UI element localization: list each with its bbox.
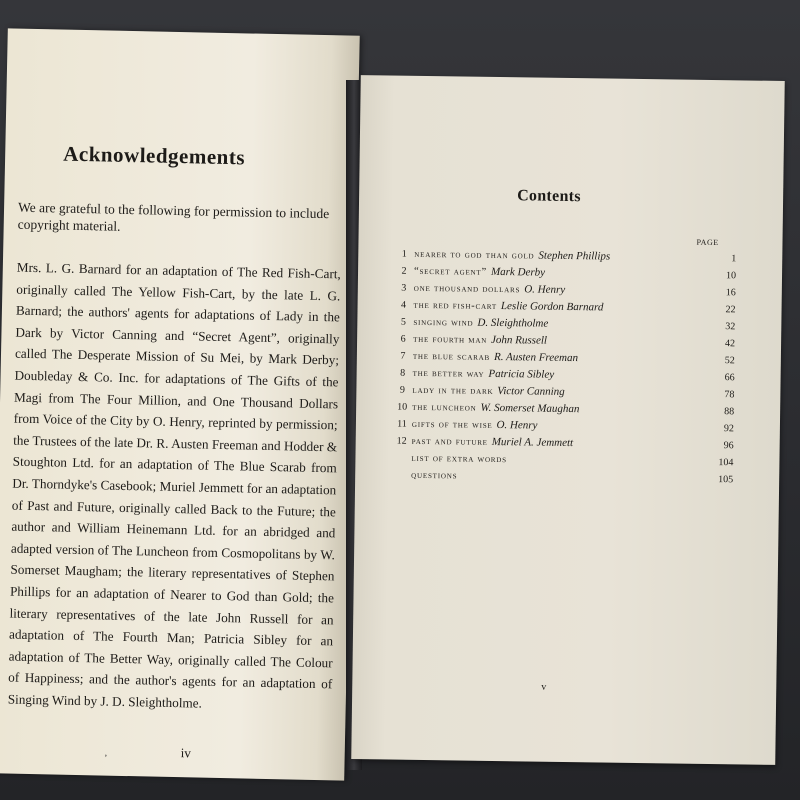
toc-entry-number: 6: [400, 333, 406, 345]
left-page: [0, 28, 360, 780]
toc-entry-page: 52: [724, 355, 735, 367]
toc-entry-author: Mark Derby: [490, 265, 546, 279]
table-of-contents: [393, 246, 736, 489]
toc-entry-story: the better way: [412, 367, 485, 380]
acknowledgements-intro: We are grateful to the following for permission to include copyright material.: [17, 199, 330, 234]
page-column-label: PAGE: [696, 237, 719, 248]
toc-entry-author: Stephen Phillips: [538, 249, 611, 263]
toc-entry-number: 3: [401, 282, 407, 294]
acknowledgements-paragraph: Mrs. L. G. Barnard for an adaptation of The Red Fish-Cart, originally called The Yellow Fish-Cart, by the late L. G. Barnard; the authors' agents for adaptations of Lady in the Dark by Victor Canning and “Secret Agent”, originally called The Desperate Mission of Su Mei, by Mark Derby; Doubleday & Co. Inc. for adaptations of The Gifts of the Magi from The Four Million, and One Thousand Dollars from Voice of the City by O. Henry, reprinted by permission; the Trustees of the late Dr. R. Austen Freeman and Hodder & Stoughton Ltd. for an adaptation of The Blue Scarab from Dr. Thorndyke's Casebook; Muriel Jemmett for an adaptation of Past and Future, originally called Back to the Future; the author and William Heinemann Ltd. for an abridged and adapted version of The Luncheon from Cosmopolitans by W. Somerset Maugham; the literary representatives of Stephen Phillips for an adaptation of Nearer to God than Gold; the literary representatives of the late John Russell for an adaptation of The Fourth Man; Patricia Sibley for an adaptation of The Better Way, originally called The Colour of Happiness; and the author's agents for an adaptation of Singing Wind by J. D. Sleightholme.: [7, 259, 341, 711]
toc-entry-author: Muriel A. Jemmett: [491, 435, 574, 450]
toc-entry-author: John Russell: [491, 333, 548, 347]
toc-entry-number: 4: [401, 299, 407, 311]
toc-entry-page: 88: [724, 406, 735, 418]
toc-entry-story: past and future: [411, 435, 488, 448]
contents-heading: Contents: [517, 187, 581, 206]
toc-entry-story: one thousand dollars: [413, 282, 521, 296]
toc-entry-author: Leslie Gordon Barnard: [500, 300, 604, 314]
toc-entry-author: Victor Canning: [497, 385, 565, 398]
toc-entry-story: the luncheon: [412, 401, 477, 414]
toc-entry-page: 105: [718, 474, 734, 486]
toc-entry-story: list of extra words: [411, 452, 507, 466]
toc-entry-number: 8: [400, 367, 406, 379]
toc-entry-title: [413, 365, 555, 384]
toc-entry-page: 104: [718, 457, 734, 469]
toc-entry-page: 22: [725, 304, 736, 316]
toc-entry-story: questions: [411, 469, 458, 482]
toc-entry-number: 1: [401, 248, 407, 260]
toc-entry-story: the blue scarab: [412, 350, 491, 363]
toc-entry-number: 9: [399, 384, 405, 396]
acknowledgements-heading: Acknowledgements: [62, 141, 246, 170]
toc-entry-title: [414, 263, 545, 282]
toc-entry-number: 10: [397, 401, 408, 413]
toc-entry-story: nearer to god than gold: [414, 248, 535, 262]
toc-entry-story: “secret agent”: [413, 265, 488, 278]
toc-entry-story: lady in the dark: [412, 384, 494, 397]
toc-entry-title: [412, 416, 538, 435]
toc-entry-story: gifts of the wise: [411, 418, 493, 431]
toc-entry-page: 78: [724, 389, 735, 401]
page-mark: ,: [104, 747, 108, 759]
toc-entry-page: 10: [725, 270, 737, 282]
toc-entry-number: 2: [401, 265, 407, 277]
toc-entry-page: 42: [725, 338, 736, 350]
toc-entry-number: 12: [396, 435, 407, 447]
toc-entry-number: 11: [397, 418, 407, 430]
acknowledgements-body: [8, 257, 341, 717]
toc-entry-story: singing wind: [413, 316, 474, 329]
toc-entry-title: [414, 280, 566, 299]
toc-entry-author: W. Somerset Maughan: [480, 401, 580, 416]
toc-entry-author: Patricia Sibley: [488, 367, 555, 381]
toc-entry: [393, 467, 733, 489]
toc-entry-page: 66: [724, 372, 735, 384]
toc-entry-title: [411, 450, 507, 468]
toc-entry-author: O. Henry: [524, 283, 566, 296]
toc-entry-number: 5: [400, 316, 406, 328]
toc-entry-story: the red fish-cart: [413, 299, 498, 312]
toc-entry-page: 96: [723, 440, 734, 452]
toc-entry-page: 32: [725, 321, 736, 333]
toc-entry-author: D. Sleightholme: [477, 316, 549, 330]
toc-entry-story: the fourth man: [413, 333, 488, 346]
toc-entry-author: O. Henry: [496, 419, 538, 432]
toc-entry-title: [411, 467, 457, 485]
toc-entry-title: [412, 382, 565, 401]
toc-entry-page: 16: [725, 287, 736, 299]
right-page: [351, 75, 785, 765]
toc-entry-title: [413, 314, 548, 333]
toc-entry-page: 92: [723, 423, 734, 435]
toc-entry-title: [413, 331, 547, 350]
toc-entry-author: R. Austen Freeman: [493, 350, 579, 365]
page-number-left: iv: [180, 745, 191, 761]
page-number-right: v: [541, 681, 547, 693]
toc-entry-number: 7: [400, 350, 406, 362]
toc-entry-page: 1: [731, 253, 737, 265]
